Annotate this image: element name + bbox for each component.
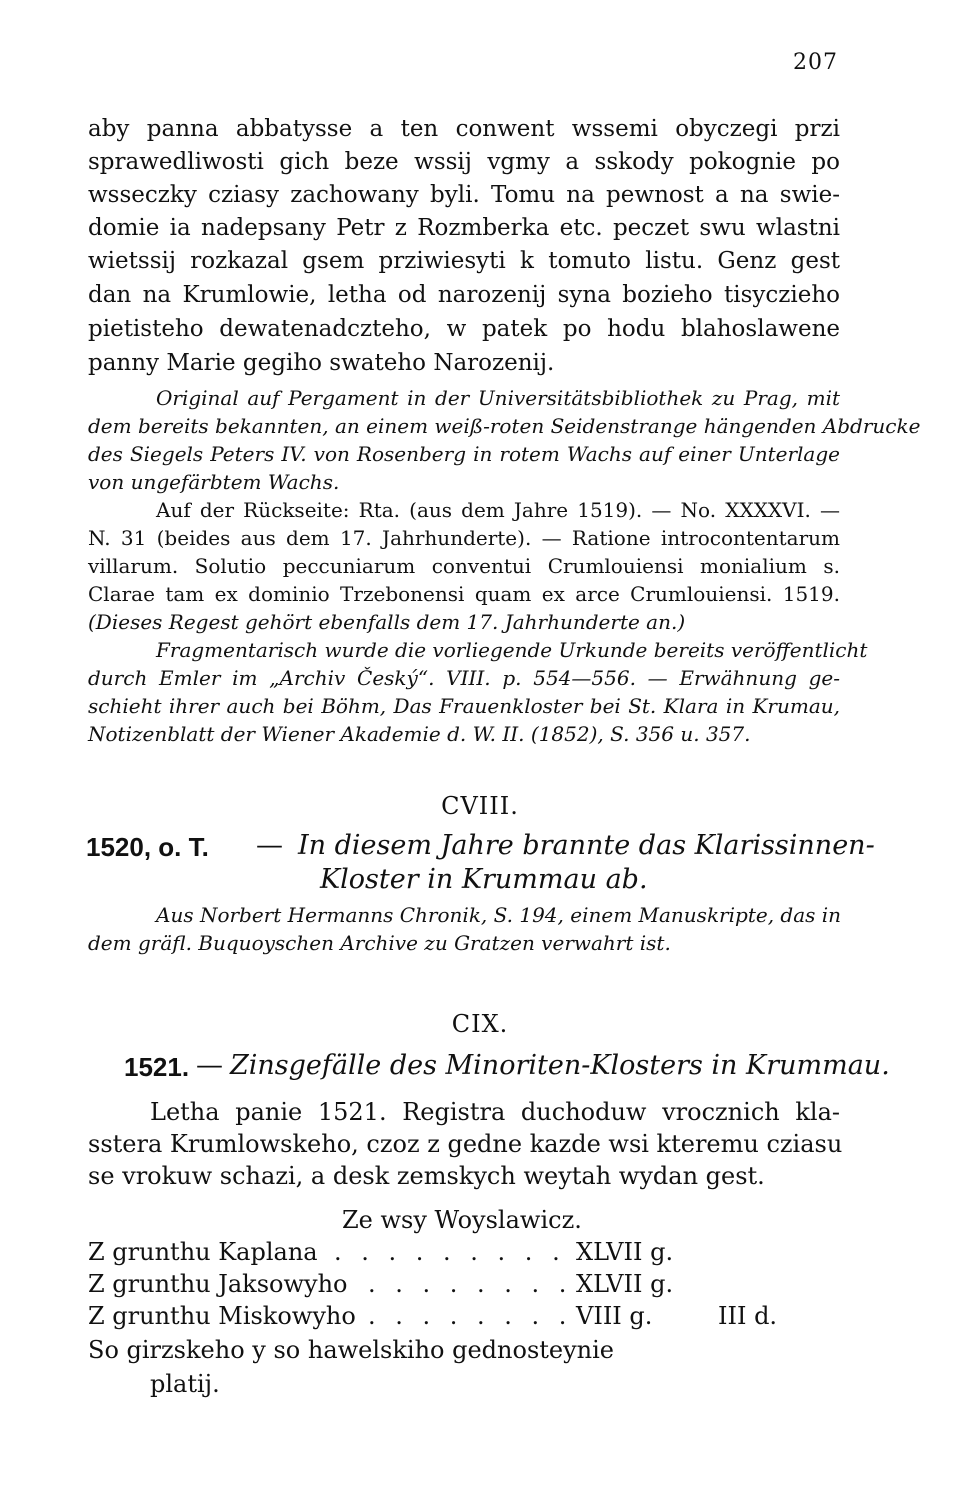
text-line: sprawedliwosti gich beze wssij vgmy a sskody pokognie po <box>88 149 840 175</box>
section-year: 1521. <box>124 1052 190 1082</box>
entry-dots: . . . . . . . . . <box>334 1238 566 1266</box>
note-line: des Siegels Peters IV. von Rosenberg in rotem Wachs auf einer Unterlage <box>88 442 840 466</box>
closing-line: So girzskeho y so hawelskiho gednosteynie <box>88 1336 615 1364</box>
reverse-line: Auf der Rückseite: Rta. (aus dem Jahre 1519). — No. XXXXVI. — <box>156 498 840 522</box>
fragment-line: Fragmentarisch wurde die vorliegende Urkunde bereits veröffentlicht <box>156 638 868 662</box>
source-line: dem gräfl. Buquoyschen Archive zu Gratzen verwahrt ist. <box>88 931 671 955</box>
note-line: Original auf Pergament in der Universitätsbibliothek zu Prag, mit <box>156 386 840 410</box>
reverse-line: Clarae tam ex dominio Trzebonensi quam ex arce Crumlouiensi. 1519. <box>88 582 840 606</box>
title-dash: — <box>196 1050 223 1081</box>
fragment-line: schieht ihrer auch bei Böhm, Das Frauenkloster bei St. Klara in Krumau, <box>88 694 840 718</box>
section-year: 1520, o. T. <box>86 832 209 862</box>
section-number: CIX. <box>451 1010 509 1038</box>
text-line: Letha panie 1521. Registra duchoduw vrocznich kla- <box>150 1098 840 1126</box>
text-line: pietisteho dewatenadczteho, w patek po hodu blahoslawene <box>88 316 840 342</box>
reverse-line: (Dieses Regest gehört ebenfalls dem 17. Jahrhunderte an.) <box>88 610 686 634</box>
text-line: panny Marie gegiho swateho Narozenij. <box>88 350 555 376</box>
entry-dots: . . . . . . . . <box>368 1270 573 1298</box>
entry-dots: . . . . . . . . <box>368 1302 573 1330</box>
entry-extra: III d. <box>718 1302 778 1330</box>
reverse-line: villarum. Solutio peccuniarum conventui Crumlouiensi monialium s. <box>88 554 840 578</box>
fragment-line: durch Emler im „Archiv Český“. VIII. p. 554—556. — Erwähnung ge- <box>88 666 840 690</box>
section-title: Kloster in Krummau ab. <box>320 864 648 895</box>
page-number: 207 <box>793 50 838 75</box>
text-line: se vrokuw schazi, a desk zemskych weytah wydan gest. <box>88 1162 765 1190</box>
note-line: von ungefärbtem Wachs. <box>88 470 340 494</box>
text-line: dan na Krumlowie, letha od narozenij syna bozieho tisyczieho <box>88 282 840 308</box>
note-line: dem bereits bekannten, an einem weiß-roten Seidenstrange hängenden Abdrucke <box>88 414 921 438</box>
closing-line: platij. <box>150 1370 220 1398</box>
reverse-line: N. 31 (beides aus dem 17. Jahrhunderte). — Ratione introcontentarum <box>88 526 840 550</box>
section-number: CVIII. <box>441 792 519 820</box>
entry-label: Z grunthu Miskowyho <box>88 1302 356 1330</box>
text-line: wietssij rozkazal gsem prziwiesyti k tomuto listu. Genz gest <box>88 248 840 274</box>
title-dash: — <box>256 830 283 861</box>
village-heading: Ze wsy Woyslawicz. <box>342 1206 582 1234</box>
fragment-line: Notizenblatt der Wiener Akademie d. W. II. (1852), S. 356 u. 357. <box>88 722 751 746</box>
text-line: aby panna abbatysse a ten conwent wssemi obyczegi przi <box>88 116 840 142</box>
entry-amount: XLVII g. <box>576 1270 674 1298</box>
text-line: sstera Krumlowskeho, czoz z gedne kazde wsi kteremu cziasu <box>88 1130 843 1158</box>
text-line: domie ia nadepsany Petr z Rozmberka etc. peczet swu wlastni <box>88 215 840 241</box>
entry-label: Z grunthu Kaplana <box>88 1238 318 1266</box>
section-title: In diesem Jahre brannte das Klarissinnen- <box>298 830 875 861</box>
section-title: Zinsgefälle des Minoriten-Klosters in Krummau. <box>230 1050 890 1081</box>
source-line: Aus Norbert Hermanns Chronik, S. 194, einem Manuskripte, das in <box>156 903 842 927</box>
entry-label: Z grunthu Jaksowyho <box>88 1270 348 1298</box>
entry-amount: XLVII g. <box>576 1238 674 1266</box>
entry-amount: VIII g. <box>576 1302 653 1330</box>
text-line: wsseczky cziasy zachowany byli. Tomu na pewnost a na swie- <box>88 182 840 208</box>
